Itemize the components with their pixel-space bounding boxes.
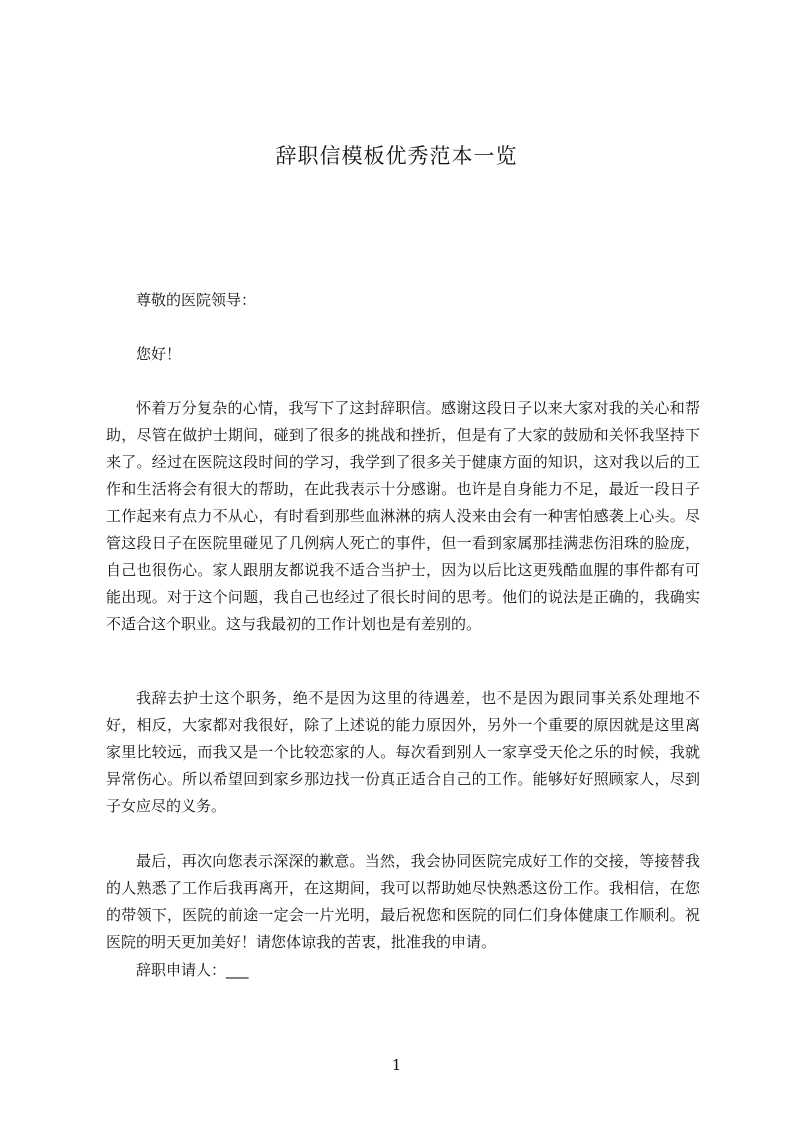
page-number: 1 [391,1056,402,1074]
document-title: 辞职信模板优秀范本一览 [275,144,518,168]
body-paragraph-3: 最后，再次向您表示深深的歉意。当然，我会协同医院完成好工作的交接，等接替我的人熟悉了工作后我再离开，在这期间，我可以帮助她尽快熟悉这份工作。我相信，在您的带领下，医院的前途一定会一片光明，最后祝您和医院的同仁们身体健康工作顺利。祝医院的明天更加美好！请您体谅我的苦衷，批准我的申请。 [106,852,700,951]
greeting: 您好！ [136,345,182,363]
salutation: 尊敬的医院领导： [136,291,257,309]
body-paragraph-1: 怀着万分复杂的心情，我写下了这封辞职信。感谢这段日子以来大家对我的关心和帮助，尽管在做护士期间，碰到了很多的挑战和挫折，但是有了大家的鼓励和关怀我坚持下来了。经过在医院这段时间的学习，我学到了很多关于健康方面的知识，这对我以后的工作和生活将会有很大的帮助，在此我表示十分感谢。也许是自身能力不足，最近一段日子工作起来有点力不从心，有时看到那些血淋淋的病人没来由会有一种害怕感袭上心头。尽管这段日子在医院里碰见了几例病人死亡的事件，但一看到家属那挂满悲伤泪珠的脸庞，自己也很伤心。家人跟朋友都说我不适合当护士，因为以后比这更残酷血腥的事件都有可能出现。对于这个问题，我自己也经过了很长时间的思考。他们的说法是正确的，我确实不适合这个职业。这与我最初的工作计划也是有差别的。 [106,399,700,633]
signature-line: 辞职申请人：___ [136,961,249,979]
body-paragraph-2: 我辞去护士这个职务，绝不是因为这里的待遇差，也不是因为跟同事关系处理地不好，相反，大家都对我很好，除了上述说的能力原因外，另外一个重要的原因就是这里离家里比较远，而我又是一个比较恋家的人。每次看到别人一家享受天伦之乐的时候，我就异常伤心。所以希望回到家乡那边找一份真正适合自己的工作。能够好好照顾家人，尽到子女应尽的义务。 [106,689,700,815]
